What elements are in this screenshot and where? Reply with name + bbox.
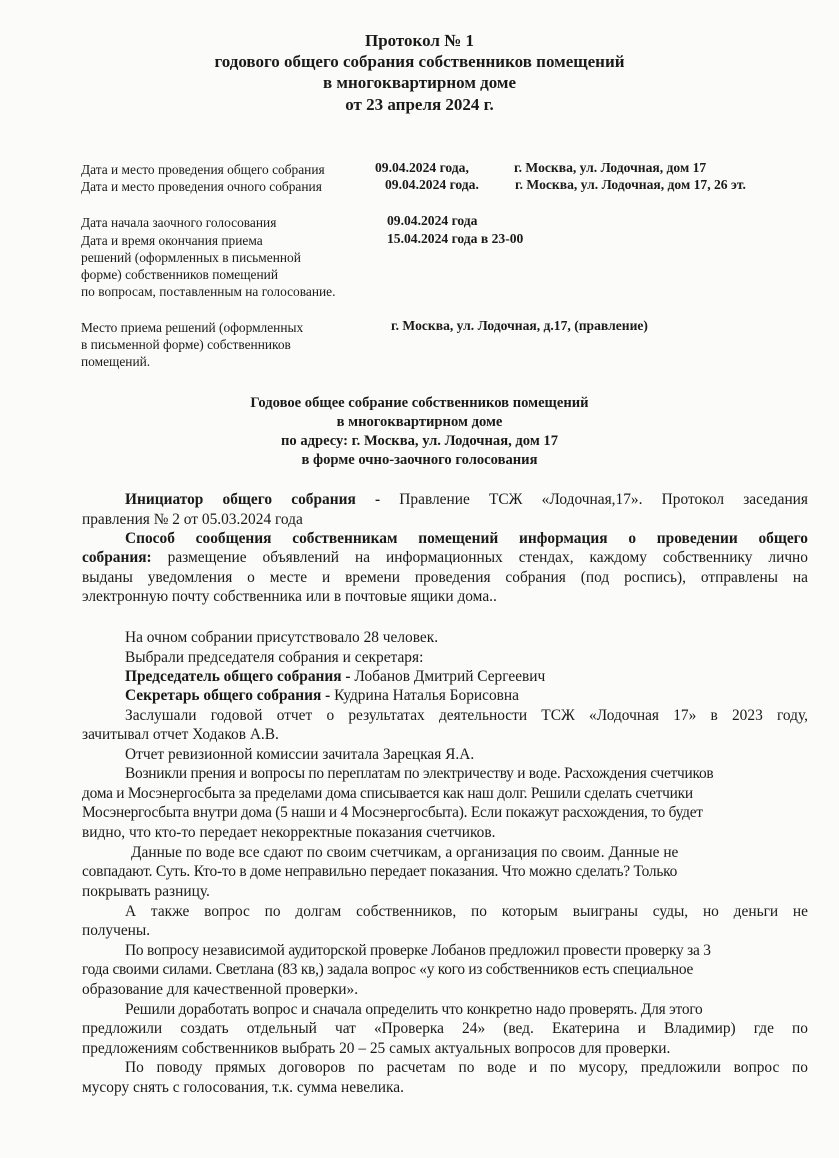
initiator-text: Правление ТСЖ «Лодочная,17». Протокол заседания xyxy=(380,491,808,508)
chair-name: Лобанов Дмитрий Сергеевич xyxy=(350,668,546,685)
subtitle-line-3: по адресу: г. Москва, ул. Лодочная, дом 17 xyxy=(280,433,559,449)
chair-label: Председатель общего собрания - xyxy=(125,668,351,685)
decide-line-3: предложениям собственников выбрать 20 – 25 самых актуальных вопросов для проверки. xyxy=(82,1040,671,1057)
initiator-line-1 xyxy=(125,490,808,509)
secretary-name: Кудрина Наталья Борисовна xyxy=(330,687,520,704)
method-line-3: электронную почту собственника или в почтовые ящики дома.. xyxy=(82,588,497,605)
doc-title-line-2: годового общего собрания собственников помещений xyxy=(214,52,625,71)
decision-place-label-3: помещений. xyxy=(81,354,151,369)
absentee-start-label: Дата начала заочного голосования xyxy=(81,215,277,230)
water-line-1: Данные по воде все сдают по своим счетчикам, а организация по своим. Данные не xyxy=(131,844,679,861)
method-label-2: собрания: xyxy=(82,549,152,566)
absentee-end-label-2: решений (оформленных в письменной xyxy=(81,250,301,265)
elected-text: Выбрали председателя собрания и секретаря: xyxy=(125,649,424,666)
audit-text: Отчет ревизионной комиссии зачитала Зарецкая Я.А. xyxy=(125,746,475,763)
method-line-2: выданы уведомления о месте и времени проведения собрания (под роспись), отправлены на xyxy=(82,569,808,586)
debate-line-4: видно, что кто-то передает некорректные показания счетчиков. xyxy=(82,824,496,841)
secretary-label: Секретарь общего собрания - xyxy=(125,687,331,704)
absentee-end-value: 15.04.2024 года в 23-00 xyxy=(387,231,524,246)
decision-place-value: г. Москва, ул. Лодочная, д.17, (правление) xyxy=(391,318,648,333)
secretary-line xyxy=(125,686,519,705)
chair-line xyxy=(125,667,545,686)
absentee-end-label-3: форме) собственников помещений xyxy=(81,267,278,282)
report-line-2: зачитывал отчет Ходаков А.В. xyxy=(82,726,279,743)
absentee-end-label-1: Дата и время окончания приема xyxy=(81,233,263,248)
indep-line-2: года своими силами. Светлана (83 кв,) задала вопрос «у кого из собственников есть специальное xyxy=(82,961,694,978)
subtitle-line-2: в многоквартирном доме xyxy=(336,414,503,430)
doc-title-line-1: Протокол № 1 xyxy=(364,31,475,50)
debate-line-1: Возникли прения и вопросы по переплатам по электричеству и воде. Расхождения счетчиков xyxy=(125,765,714,782)
debate-line-3: Мосэнергосбыта внутри дома (5 наши и 4 Мосэнергосбыта). Если покажут расхождения, то будет xyxy=(82,804,703,821)
general-meeting-place: г. Москва, ул. Лодочная, дом 17 xyxy=(514,160,707,175)
general-meeting-date: 09.04.2024 года, xyxy=(375,160,469,175)
initiator-line-2: правления № 2 от 05.03.2024 года xyxy=(82,511,303,528)
initiator-label: Инициатор общего собрания - xyxy=(125,491,381,508)
inperson-meeting-label: Дата и место проведения очного собрания xyxy=(81,179,322,194)
subtitle-line-1: Годовое общее собрание собственников помещений xyxy=(250,395,589,411)
subtitle-line-4: в форме очно-заочного голосования xyxy=(301,452,538,468)
contracts-line-1: По поводу прямых договоров по расчетам по воде и по мусору, предложили вопрос по xyxy=(125,1059,808,1076)
general-meeting-label: Дата и место проведения общего собрания xyxy=(81,162,325,177)
contracts-line-2: мусору снять с голосования, т.к. сумма невелика. xyxy=(82,1079,404,1096)
debts-line-1: А также вопрос по долгам собственников, по которым выиграны суды, но деньги не xyxy=(125,903,808,920)
water-line-2: совпадают. Суть. Кто-то в доме неправильно передает показания. Что можно сделать? Только xyxy=(82,863,678,880)
report-line-1: Заслушали годовой отчет о результатах деятельности ТСЖ «Лодочная 17» в 2023 году, xyxy=(125,707,808,724)
debate-line-2: дома и Мосэнергосбыта за пределами дома списывается как наш долг. Решили сделать счетчики xyxy=(82,785,693,802)
indep-line-3: образование для качественной проверки». xyxy=(82,981,359,998)
method-text-1: размещение объявлений на информационных стендах, каждому собственнику лично xyxy=(151,549,808,566)
method-line-1 xyxy=(82,548,808,567)
absentee-end-label-4: по вопросам, поставленным на голосование. xyxy=(81,284,336,299)
absentee-start-value: 09.04.2024 года xyxy=(387,213,478,228)
water-line-3: покрывать разницу. xyxy=(82,883,210,900)
decision-place-label-2: в письменной форме) собственников xyxy=(81,337,291,352)
inperson-meeting-date: 09.04.2024 года. xyxy=(385,177,479,192)
inperson-meeting-place: г. Москва, ул. Лодочная, дом 17, 26 эт. xyxy=(515,177,746,192)
indep-line-1: По вопросу независимой аудиторской проверке Лобанов предложил провести проверку за 3 xyxy=(125,942,711,959)
decision-place-label-1: Место приема решений (оформленных xyxy=(81,320,304,335)
debts-line-2: получены. xyxy=(82,922,151,939)
attended-text: На очном собрании присутствовало 28 человек. xyxy=(125,629,439,646)
doc-title-line-4: от 23 апреля 2024 г. xyxy=(345,95,494,114)
decide-line-2: предложили создать отдельный чат «Проверка 24» (вед. Екатерина и Владимир) где по xyxy=(82,1020,808,1037)
decide-line-1: Решили доработать вопрос и сначала определить что конкретно надо проверять. Для этого xyxy=(125,1001,703,1018)
doc-title-line-3: в многоквартирном доме xyxy=(322,73,517,92)
method-label-line-1: Способ сообщения собственникам помещений информация о проведении общего xyxy=(125,530,808,547)
